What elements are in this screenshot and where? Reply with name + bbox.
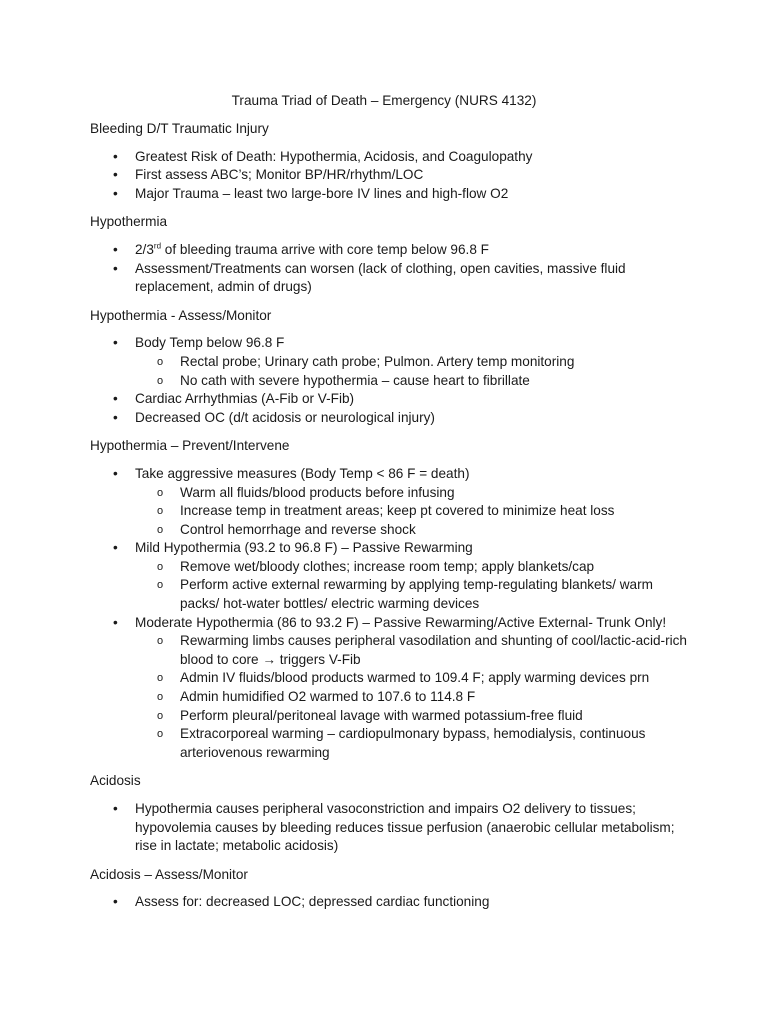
list-item: [90, 893, 688, 912]
sub-list-item-text: Rectal probe; Urinary cath probe; Pulmon. Artery temp monitoring: [180, 353, 575, 369]
bullet-icon: •: [113, 894, 118, 910]
sub-list-item: [135, 521, 688, 540]
sub-list-item: [135, 632, 688, 669]
sub-list-item: [135, 669, 688, 688]
bullet-list: [90, 893, 688, 912]
ordinal-suffix: rd: [153, 241, 162, 251]
sub-list-item-text: No cath with severe hypothermia – cause heart to fibrillate: [180, 372, 530, 388]
bullet-icon: •: [113, 465, 118, 481]
hollow-bullet-icon: o: [157, 691, 164, 704]
sub-list-item-text: Perform active external rewarming by applying temp-regulating blankets/ warm packs/ hot-water bottles/ electric warming devices: [180, 577, 653, 612]
bullet-list: [90, 148, 688, 204]
sub-list-item: [135, 725, 688, 762]
list-item-text: First assess ABC’s; Monitor BP/HR/rhythm/LOC: [135, 167, 424, 183]
hollow-bullet-icon: o: [157, 709, 164, 722]
list-item-text: Take aggressive measures (Body Temp < 86 F = death): [135, 465, 470, 481]
sub-list-item-text: Admin IV fluids/blood products warmed to 109.4 F; apply warming devices prn: [180, 670, 650, 686]
sub-list-item-text: Warm all fluids/blood products before infusing: [180, 484, 455, 500]
sub-list-item-text: Perform pleural/peritoneal lavage with warmed potassium-free fluid: [180, 707, 583, 723]
sub-list-item: [135, 688, 688, 707]
bullet-icon: •: [113, 801, 118, 816]
list-item-text: Assess for: decreased LOC; depressed cardiac functioning: [135, 894, 490, 910]
list-item: [90, 185, 688, 204]
list-item: [90, 166, 688, 185]
hollow-bullet-icon: o: [157, 355, 164, 368]
bullet-icon: •: [113, 148, 118, 164]
hollow-bullet-icon: o: [157, 486, 164, 499]
bullet-list: [90, 241, 688, 297]
bullet-icon: •: [113, 260, 118, 276]
section-heading: Acidosis – Assess/Monitor: [90, 866, 248, 882]
hollow-bullet-icon: o: [157, 635, 164, 648]
hollow-bullet-icon: o: [157, 374, 164, 387]
section-heading: Hypothermia - Assess/Monitor: [90, 307, 272, 323]
sub-list-item-text: Remove wet/bloody clothes; increase room temp; apply blankets/cap: [180, 558, 595, 574]
bullet-list: [90, 334, 688, 427]
list-item: [90, 539, 688, 613]
list-item-text: Mild Hypothermia (93.2 to 96.8 F) – Passive Rewarming: [135, 540, 473, 556]
list-item-text: Cardiac Arrhythmias (A-Fib or V-Fib): [135, 391, 355, 407]
bullet-icon: •: [113, 185, 118, 201]
sub-list-item: [135, 502, 688, 521]
hollow-bullet-icon: o: [157, 505, 164, 518]
sub-bullet-list: [135, 558, 688, 614]
sub-list-item-text: Rewarming limbs causes peripheral vasodilation and shunting of cool/lactic-acid-rich blood to core → triggers V-Fib: [180, 633, 687, 667]
list-item: [90, 614, 688, 763]
list-item-text: Body Temp below 96.8 F: [135, 335, 285, 351]
list-item-text: of bleeding trauma arrive with core temp below 96.8 F: [161, 241, 489, 257]
bullet-icon: •: [113, 241, 118, 257]
list-item-text: 2/3: [135, 241, 154, 257]
list-item: [90, 334, 688, 390]
sub-bullet-list: [135, 484, 688, 540]
list-item: [90, 241, 688, 260]
list-item-text: Decreased OC (d/t acidosis or neurological injury): [135, 409, 435, 425]
sub-list-item: [135, 353, 688, 372]
sub-list-item: [135, 372, 688, 391]
sub-list-item: [135, 707, 688, 726]
list-item-text: Moderate Hypothermia (86 to 93.2 F) – Passive Rewarming/Active External- Trunk Only!: [135, 614, 667, 630]
sub-bullet-list: [135, 353, 688, 390]
bullet-list: [90, 800, 688, 856]
sub-list-item: [135, 484, 688, 503]
list-item: [90, 390, 688, 409]
document-content: [90, 120, 688, 922]
list-item: [90, 800, 688, 856]
list-item: [90, 260, 688, 297]
list-item: [90, 409, 688, 428]
list-item-text: Hypothermia causes peripheral vasoconstriction and impairs O2 delivery to tissues; hypovolemia causes by bleeding reduces tissue perfusion (anaerobic cellular metabolism; rise in lactate; metabolic acidosis): [135, 801, 675, 854]
sub-list-item: [135, 558, 688, 577]
bullet-list: [90, 465, 688, 763]
list-item-text: Assessment/Treatments can worsen (lack of clothing, open cavities, massive fluid replacement, admin of drugs): [135, 260, 626, 295]
section-heading: Bleeding D/T Traumatic Injury: [90, 121, 269, 136]
bullet-icon: •: [113, 167, 118, 183]
hollow-bullet-icon: o: [157, 579, 164, 592]
sub-list-item: [135, 576, 688, 613]
sub-list-item-text: Control hemorrhage and reverse shock: [180, 521, 416, 537]
hollow-bullet-icon: o: [157, 672, 164, 685]
section-heading: Hypothermia: [90, 214, 168, 230]
sub-list-item-text: Increase temp in treatment areas; keep pt covered to minimize heat loss: [180, 503, 615, 519]
hollow-bullet-icon: o: [157, 728, 164, 741]
sub-list-item-text: Admin humidified O2 warmed to 107.6 to 114.8 F: [180, 689, 476, 705]
bullet-icon: •: [113, 391, 118, 407]
section-heading: Hypothermia – Prevent/Intervene: [90, 438, 290, 454]
hollow-bullet-icon: o: [157, 560, 164, 573]
hollow-bullet-icon: o: [157, 523, 164, 536]
list-item: [90, 465, 688, 539]
list-item-text: Greatest Risk of Death: Hypothermia, Acidosis, and Coagulopathy: [135, 148, 533, 164]
bullet-icon: •: [113, 335, 118, 351]
section-heading: Acidosis: [90, 773, 141, 789]
bullet-icon: •: [113, 540, 118, 556]
list-item-text: Major Trauma – least two large-bore IV lines and high-flow O2: [135, 185, 509, 201]
sub-list-item-text: Extracorporeal warming – cardiopulmonary bypass, hemodialysis, continuous arteriovenous rewarming: [180, 726, 646, 760]
bullet-icon: •: [113, 614, 118, 630]
document-title: Trauma Triad of Death – Emergency (NURS 4132): [231, 93, 537, 108]
sub-bullet-list: [135, 632, 688, 762]
list-item: [90, 148, 688, 167]
bullet-icon: •: [113, 409, 118, 425]
